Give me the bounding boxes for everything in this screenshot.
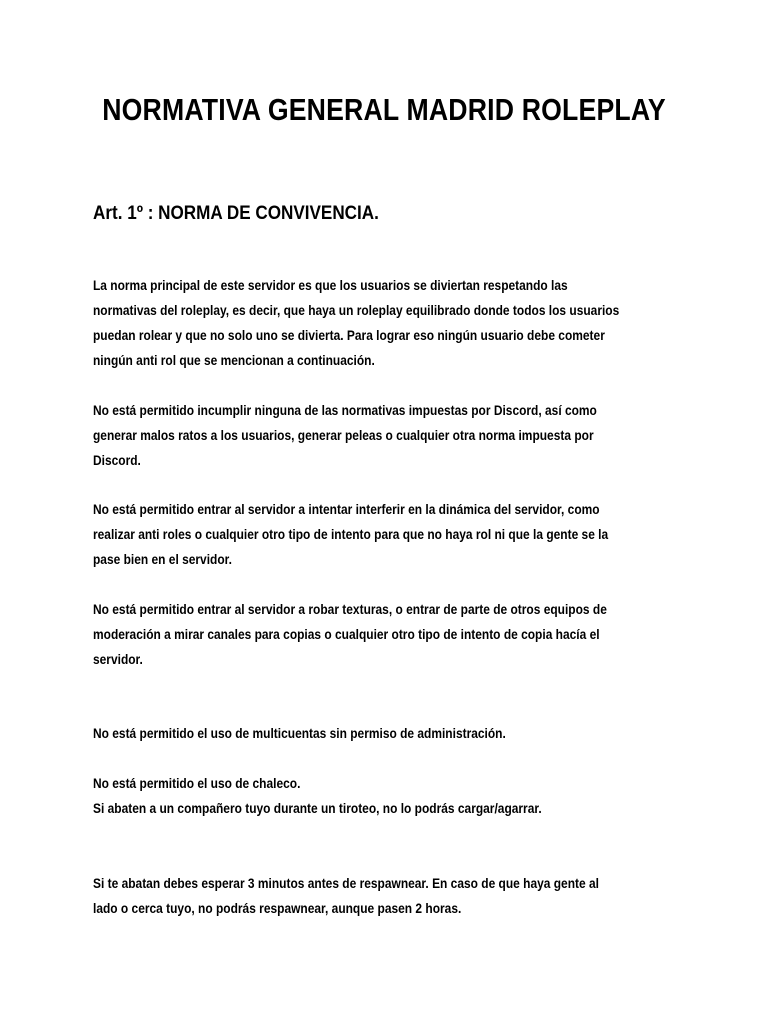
paragraph-texturas: No está permitido entrar al servidor a robar texturas, o entrar de parte de otros equipos de moderación a mirar canales para copias o cualquier otro tipo de intento de copia hacía el servidor. (93, 602, 607, 667)
paragraph-discord: No está permitido incumplir ninguna de las normativas impuestas por Discord, así como generar malos ratos a los usuarios, generar peleas o cualquier otra norma impuesta por Discord. (93, 403, 597, 468)
paragraph-chaleco: No está permitido el uso de chaleco. Si abaten a un compañero tuyo durante un tiroteo, no lo podrás cargar/agarrar. (93, 776, 542, 816)
article-heading: Art. 1º : NORMA DE CONVIVENCIA. (93, 203, 379, 224)
paragraph-multicuentas: No está permitido el uso de multicuentas sin permiso de administración. (93, 726, 506, 741)
document-title: NORMATIVA GENERAL MADRID ROLEPLAY (102, 92, 666, 127)
paragraph-interferir: No está permitido entrar al servidor a intentar interferir en la dinámica del servidor, como realizar anti roles o cualquier otro tipo de intento para que no haya rol ni que la gente se la pase bien en el servidor. (93, 502, 609, 567)
paragraph-convivencia: La norma principal de este servidor es que los usuarios se diviertan respetando las normativas del roleplay, es decir, que haya un roleplay equilibrado donde todos los usuarios puedan rolear y que no solo uno se divierta. Para lograr eso ningún usuario debe cometer ningún anti rol que se mencionan a continuación. (93, 278, 620, 368)
paragraph-respawn: Si te abatan debes esperar 3 minutos antes de respawnear. En caso de que haya gente al lado o cerca tuyo, no podrás respawnear, aunque pasen 2 horas. (93, 876, 599, 916)
